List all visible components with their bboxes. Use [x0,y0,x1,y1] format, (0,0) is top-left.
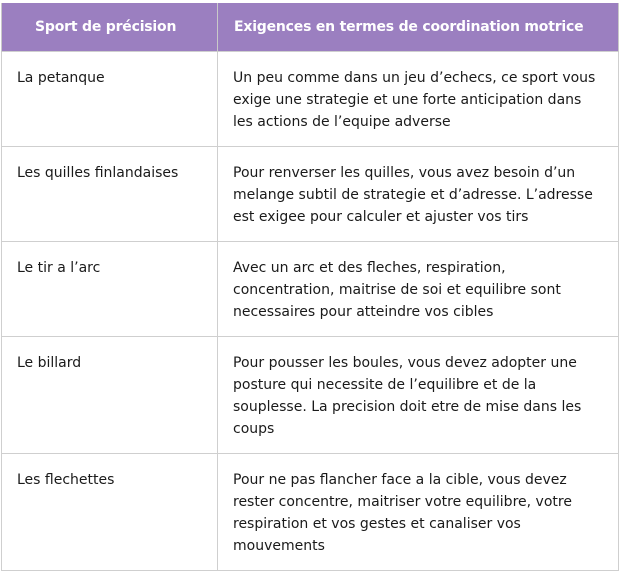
sport-name: Les flechettes [2,454,218,571]
table-row [2,454,619,571]
sport-exigence: Un peu comme dans un jeu d’echecs, ce sport vous exige une strategie et une forte anticipation dans les actions de l’equipe adverse [218,52,619,147]
header-sport: Sport de précision [2,3,218,52]
sport-exigence: Pour pousser les boules, vous devez adopter une posture qui necessite de l’equilibre et de la souplesse. La precision doit etre de mise dans les coups [218,337,619,454]
table-header-row [2,3,619,52]
sport-name: Les quilles finlandaises [2,147,218,242]
sport-name: La petanque [2,52,218,147]
sport-name: Le billard [2,337,218,454]
sport-name: Le tir a l’arc [2,242,218,337]
table-row [2,337,619,454]
sport-exigence: Pour renverser les quilles, vous avez besoin d’un melange subtil de strategie et d’adresse. L’adresse est exigee pour calculer et ajuster vos tirs [218,147,619,242]
header-exigences: Exigences en termes de coordination motrice [218,3,619,52]
sport-exigence: Pour ne pas flancher face a la cible, vous devez rester concentre, maitriser votre equilibre, votre respiration et vos gestes et canaliser vos mouvements [218,454,619,571]
sports-table-container [1,3,618,571]
table-row [2,147,619,242]
sport-exigence: Avec un arc et des fleches, respiration, concentration, maitrise de soi et equilibre sont necessaires pour atteindre vos cibles [218,242,619,337]
sports-table [1,3,619,571]
table-row [2,242,619,337]
table-row [2,52,619,147]
